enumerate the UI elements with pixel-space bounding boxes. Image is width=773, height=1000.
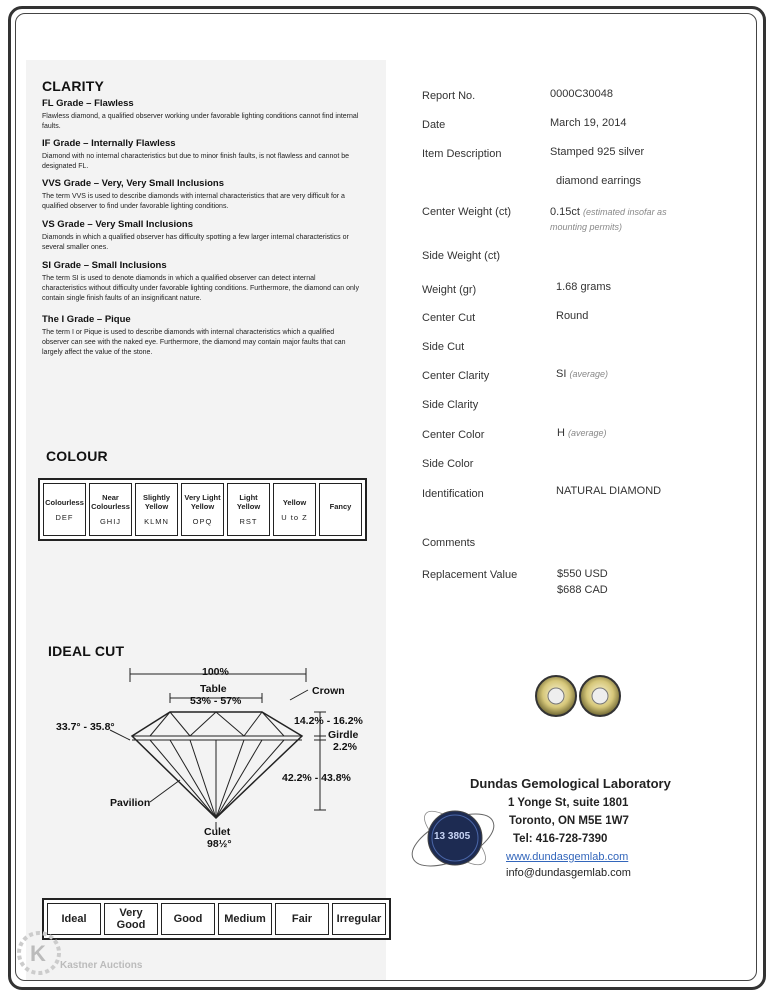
- date-label: Date: [422, 119, 446, 131]
- grade-vvs-title: VVS Grade – Very, Very Small Inclusions: [42, 178, 224, 189]
- center-cut-value: Round: [556, 310, 589, 322]
- side-weight-label: Side Weight (ct): [422, 250, 501, 262]
- lab-address-1: 1 Yonge St, suite 1801: [508, 797, 629, 809]
- center-clarity-value: SI (average): [556, 368, 608, 380]
- center-color-note: (average): [568, 428, 607, 438]
- pavilion-depth-label: 42.2% - 43.8%: [282, 772, 351, 784]
- center-clarity-label: Center Clarity: [422, 370, 490, 382]
- crown-angle-label: 33.7° - 35.8°: [56, 721, 115, 733]
- girdle-pct-label: 2.2%: [333, 741, 357, 753]
- clarity-title: CLARITY: [42, 78, 105, 94]
- colour-cell-very-light-yellow: Very Light Yellow OPQ: [181, 483, 224, 536]
- grade-vs-desc: Diamonds in which a qualified observer has difficulty spotting a few larger internal characteristics or several smaller ones.: [42, 234, 349, 251]
- center-weight-value: 0.15ct (estimated insofar as mounting permits): [550, 206, 667, 232]
- cut-grade-medium: Medium: [218, 903, 272, 935]
- earrings-photo: [528, 668, 628, 724]
- report-no-label: Report No.: [422, 90, 476, 102]
- crown-height-label: 14.2% - 16.2%: [294, 715, 363, 727]
- side-color-label: Side Color: [422, 458, 474, 470]
- center-color-label: Center Color: [422, 429, 485, 441]
- cut-grade-good: Good: [161, 903, 215, 935]
- culet-angle-label: 98½°: [207, 838, 232, 850]
- watermark-text: Kastner Auctions: [60, 960, 143, 971]
- grade-vs-title: VS Grade – Very Small Inclusions: [42, 219, 194, 230]
- colour-cell-near-colourless: Near Colourless GHIJ: [89, 483, 132, 536]
- colour-cell-yellow: Yellow U to Z: [273, 483, 316, 536]
- item-description-value-2: diamond earrings: [556, 175, 641, 187]
- cut-grade-ideal: Ideal: [47, 903, 101, 935]
- colour-cell-slightly-yellow: Slightly Yellow KLMN: [135, 483, 178, 536]
- center-clarity-note: (average): [569, 369, 608, 379]
- replacement-value-label: Replacement Value: [422, 569, 518, 581]
- lab-tel: Tel: 416-728-7390: [513, 833, 608, 845]
- table-range-label: 53% - 57%: [190, 695, 242, 707]
- identification-value: NATURAL DIAMOND: [556, 485, 662, 497]
- svg-text:K: K: [30, 941, 46, 966]
- lab-website-link[interactable]: www.dundasgemlab.com: [506, 851, 629, 863]
- cut-grade-table: [42, 898, 391, 940]
- colour-scale-table: [38, 478, 367, 541]
- replacement-cad-value: $688 CAD: [557, 584, 608, 596]
- grade-fl-desc: Flawless diamond, a qualified observer working under favorable lighting conditions cannot find internal faults.: [42, 113, 359, 130]
- ideal-cut-title: IDEAL CUT: [48, 643, 125, 659]
- cut-grade-irregular: Irregular: [332, 903, 386, 935]
- item-description-value: Stamped 925 silver: [550, 146, 645, 158]
- width-label: 100%: [202, 666, 229, 678]
- grade-i-title: The I Grade – Pique: [42, 314, 131, 325]
- center-cut-label: Center Cut: [422, 312, 476, 324]
- comments-label: Comments: [422, 537, 476, 549]
- grade-if-desc: Diamond with no internal characteristics but due to minor finish faults, is not flawless and cannot be designated FL.: [42, 153, 349, 170]
- kastner-logo-icon: [16, 930, 62, 976]
- center-color-value: H (average): [557, 427, 607, 439]
- girdle-label: Girdle: [328, 729, 359, 741]
- grade-si-desc: The term SI is used to denote diamonds in which a qualified observer can detect internal characteristics without difficulty under favorable lighting conditions. Furthermore, the diamond can only contain single finish faults of an insignificant nature.: [42, 275, 359, 302]
- table-label: Table: [200, 683, 227, 695]
- colour-title: COLOUR: [46, 448, 108, 464]
- cut-grade-very-good: Very Good: [104, 903, 158, 935]
- seal-number: 13 3805: [434, 831, 471, 842]
- side-clarity-label: Side Clarity: [422, 399, 479, 411]
- item-description-label: Item Description: [422, 148, 502, 160]
- lab-address-2: Toronto, ON M5E 1W7: [509, 815, 629, 827]
- culet-label: Culet: [204, 826, 231, 838]
- date-value: March 19, 2014: [550, 117, 627, 129]
- grade-vvs-desc: The term VVS is used to describe diamonds with internal characteristics that are very difficult for a qualified observer to find under favorable lighting conditions.: [42, 193, 345, 210]
- lab-name: Dundas Gemological Laboratory: [470, 776, 671, 791]
- replacement-usd-value: $550 USD: [557, 568, 608, 580]
- grade-si-title: SI Grade – Small Inclusions: [42, 260, 167, 271]
- grade-i-desc: The term I or Pique is used to describe diamonds with internal characteristics which a qualified observer can see with the naked eye. Furthermore, the diamond may contain major faults that can largely affect the value of the stone.: [42, 329, 346, 356]
- weight-gr-value: 1.68 grams: [556, 281, 612, 293]
- grade-fl-title: FL Grade – Flawless: [42, 98, 134, 109]
- cut-grade-fair: Fair: [275, 903, 329, 935]
- center-weight-note: (estimated insofar as mounting permits): [550, 207, 667, 232]
- identification-label: Identification: [422, 488, 484, 500]
- colour-cell-colourless: Colourless DEF: [43, 483, 86, 536]
- center-weight-label: Center Weight (ct): [422, 206, 512, 218]
- colour-cell-light-yellow: Light Yellow RST: [227, 483, 270, 536]
- crown-label: Crown: [312, 685, 345, 697]
- pavilion-label: Pavilion: [110, 797, 151, 809]
- grade-if-title: IF Grade – Internally Flawless: [42, 138, 176, 149]
- side-cut-label: Side Cut: [422, 341, 465, 353]
- colour-cell-fancy: Fancy: [319, 483, 362, 536]
- lab-email: info@dundasgemlab.com: [506, 867, 631, 879]
- weight-gr-label: Weight (gr): [422, 284, 477, 296]
- report-no-value: 0000C30048: [550, 88, 614, 100]
